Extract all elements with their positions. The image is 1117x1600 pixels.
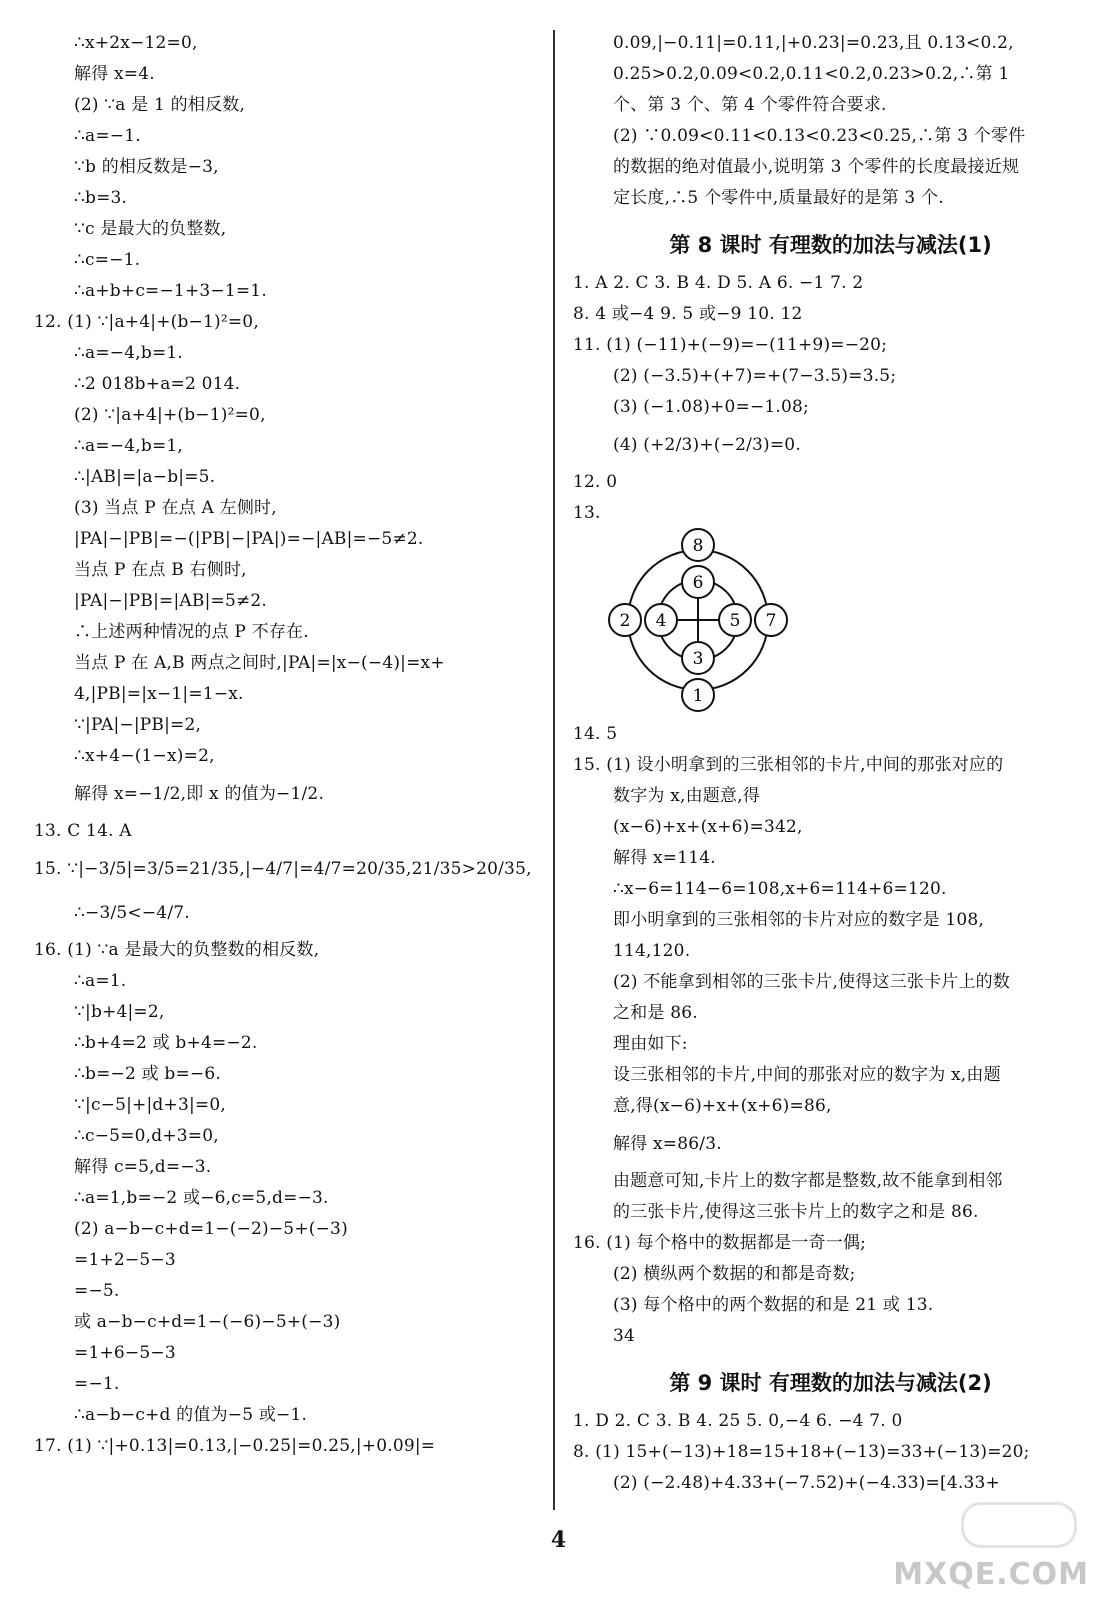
answer-line: (x−6)+x+(x+6)=342, [613,817,803,837]
answer-line: 数字为 x,由题意,得 [613,786,760,806]
answer-line: 1. A 2. C 3. B 4. D 5. A 6. −1 7. 2 [573,273,864,293]
answer-line: 13. C 14. A [34,821,132,841]
answer-line: (3) (−1.08)+0=−1.08; [613,397,809,417]
answer-line: 解得 x=−1/2,即 x 的值为−1/2. [74,784,325,804]
answer-line: =1+6−5−3 [74,1343,176,1363]
answer-line: ∴−3/5<−4/7. [74,903,190,923]
circle-diagram-svg [603,525,803,715]
node-label-bottom_inner: 3 [692,649,704,669]
section-heading-9: 第 9 课时 有理数的加法与减法(2) [669,1371,992,1395]
circle-diagram [573,529,1088,719]
answer-line: |PA|−|PB|=|AB|=5≠2. [74,591,268,611]
node-label-right_inner: 5 [729,611,741,631]
node-label-bottom: 1 [692,686,704,706]
answer-line: (2) ∵a 是 1 的相反数, [74,95,246,115]
answer-line: 解得 x=86/3. [613,1134,722,1154]
answer-line: ∴上述两种情况的点 P 不存在. [74,622,309,642]
answer-line: (3) 当点 P 在点 A 左侧时, [74,498,277,518]
answer-line: 理由如下: [613,1034,688,1054]
answer-line: (2) (−3.5)+(+7)=+(7−3.5)=3.5; [613,366,897,386]
answer-line: |PA|−|PB|=−(|PB|−|PA|)=−|AB|=−5≠2. [74,529,424,549]
answer-line: 0.09,|−0.11|=0.11,|+0.23|=0.23,且 0.13<0.2, [613,33,1014,53]
answer-line: 15. ∵|−3/5|=3/5=21/35,|−4/7|=4/7=20/35,21/35>20/35, [34,859,532,879]
node-label-top: 8 [692,536,704,556]
node-label-center: 6 [692,573,704,593]
answer-line: 解得 c=5,d=−3. [74,1157,212,1177]
answer-line: (2) (−2.48)+4.33+(−7.52)+(−4.33)=[4.33+ [613,1473,1000,1493]
watermark-text: MXQE.COM [893,1557,1089,1592]
answer-line: ∴a=1. [74,971,127,991]
left-column [34,28,539,1462]
node-label-right_outer: 7 [765,611,777,631]
answer-line: =−1. [74,1374,120,1394]
answer-line: 由题意可知,卡片上的数字都是整数,故不能拿到相邻 [613,1171,1003,1191]
answer-line: ∴a+b+c=−1+3−1=1. [74,281,267,301]
answer-line: 13. [573,503,601,523]
right-top-block [573,28,1088,214]
right-end-block [573,1406,1088,1499]
answer-line: ∴b+4=2 或 b+4=−2. [74,1033,258,1053]
answer-line: =−5. [74,1281,120,1301]
answer-line: 34 [613,1326,636,1346]
answer-line: 0.25>0.2,0.09<0.2,0.11<0.2,0.23>0.2,∴第 1 [613,64,1010,84]
answer-line: ∵b 的相反数是−3, [74,157,219,177]
answer-line: 意,得(x−6)+x+(x+6)=86, [613,1096,832,1116]
answer-line: 设三张相邻的卡片,中间的那张对应的数字为 x,由题 [613,1065,1001,1085]
answer-line: 之和是 86. [613,1003,698,1023]
answer-line: ∵c 是最大的负整数, [74,219,227,239]
answer-line: 12. 0 [573,472,618,492]
answer-line: 12. (1) ∵|a+4|+(b−1)²=0, [34,312,259,332]
answer-line: 14. 5 [573,724,618,744]
answer-line: ∴2 018b+a=2 014. [74,374,241,394]
node-label-left_outer: 2 [619,611,631,631]
answer-line: ∵|c−5|+|d+3|=0, [74,1095,226,1115]
answer-line: 8. 4 或−4 9. 5 或−9 10. 12 [573,304,803,324]
answer-line: 解得 x=114. [613,848,716,868]
answer-line: (2) 不能拿到相邻的三张卡片,使得这三张卡片上的数 [613,972,1011,992]
answer-line: 16. (1) 每个格中的数据都是一奇一偶; [573,1233,867,1253]
answer-line: ∴x+4−(1−x)=2, [74,746,215,766]
section-heading-8: 第 8 课时 有理数的加法与减法(1) [669,233,992,257]
answer-line: 定长度,∴5 个零件中,质量最好的是第 3 个. [613,188,944,208]
answer-line: ∴b=3. [74,188,128,208]
answer-line: ∴a=−4,b=1, [74,436,184,456]
answer-line: ∴c=−1. [74,250,141,270]
answer-line: ∴b=−2 或 b=−6. [74,1064,222,1084]
answer-line: ∴|AB|=|a−b|=5. [74,467,216,487]
answer-line: 即小明拿到的三张相邻的卡片对应的数字是 108, [613,910,985,930]
answer-line: 11. (1) (−11)+(−9)=−(11+9)=−20; [573,335,888,355]
answer-line: 的三张卡片,使得这三张卡片上的数字之和是 86. [613,1202,979,1222]
answer-line: 1. D 2. C 3. B 4. 25 5. 0,−4 6. −4 7. 0 [573,1411,903,1431]
answer-line: 114,120. [613,941,691,961]
answer-line: (2) 横纵两个数据的和都是奇数; [613,1264,856,1284]
node-label-left_inner: 4 [655,611,667,631]
answer-line: 个、第 3 个、第 4 个零件符合要求. [613,95,887,115]
answer-line: 当点 P 在点 B 右侧时, [74,560,247,580]
answer-line: (2) ∵0.09<0.11<0.13<0.23<0.25,∴第 3 个零件 [613,126,1026,146]
answer-line: 解得 x=4. [74,64,155,84]
answer-line: 17. (1) ∵|+0.13|=0.13,|−0.25|=0.25,|+0.09|= [34,1436,436,1456]
answer-line: 8. (1) 15+(−13)+18=15+18+(−13)=33+(−13)=20; [573,1442,1030,1462]
answer-line: 或 a−b−c+d=1−(−6)−5+(−3) [74,1312,341,1332]
answer-line: 当点 P 在 A,B 两点之间时,|PA|=|x−(−4)|=x+ [74,653,445,673]
answer-line: ∵|b+4|=2, [74,1002,165,1022]
answer-line: ∴x+2x−12=0, [74,33,198,53]
answer-line: (2) a−b−c+d=1−(−2)−5+(−3) [74,1219,348,1239]
answer-line: (2) ∵|a+4|+(b−1)²=0, [74,405,266,425]
page-number: 4 [550,1527,567,1553]
answer-line: ∴a=−1. [74,126,141,146]
answer-line: ∴a=−4,b=1. [74,343,184,363]
answer-line: ∴a−b−c+d 的值为−5 或−1. [74,1405,308,1425]
answer-line: 的数据的绝对值最小,说明第 3 个零件的长度最接近规 [613,157,1020,177]
answer-line: ∴a=1,b=−2 或−6,c=5,d=−3. [74,1188,329,1208]
right-low-block [573,719,1088,1352]
answer-line: ∴c−5=0,d+3=0, [74,1126,219,1146]
column-divider [553,30,555,1510]
right-mid-block [573,268,1088,529]
answer-line: 4,|PB|=|x−1|=1−x. [74,684,244,704]
answer-line: (4) (+2/3)+(−2/3)=0. [613,435,801,455]
answer-line: 15. (1) 设小明拿到的三张相邻的卡片,中间的那张对应的 [573,755,1004,775]
answer-line: ∵|PA|−|PB|=2, [74,715,202,735]
answer-line: ∴x−6=114−6=108,x+6=114+6=120. [613,879,947,899]
watermark-logo [961,1502,1077,1548]
answer-line: (3) 每个格中的两个数据的和是 21 或 13. [613,1295,934,1315]
right-column [573,28,1088,1499]
answer-line: =1+2−5−3 [74,1250,176,1270]
answer-line: 16. (1) ∵a 是最大的负整数的相反数, [34,940,320,960]
